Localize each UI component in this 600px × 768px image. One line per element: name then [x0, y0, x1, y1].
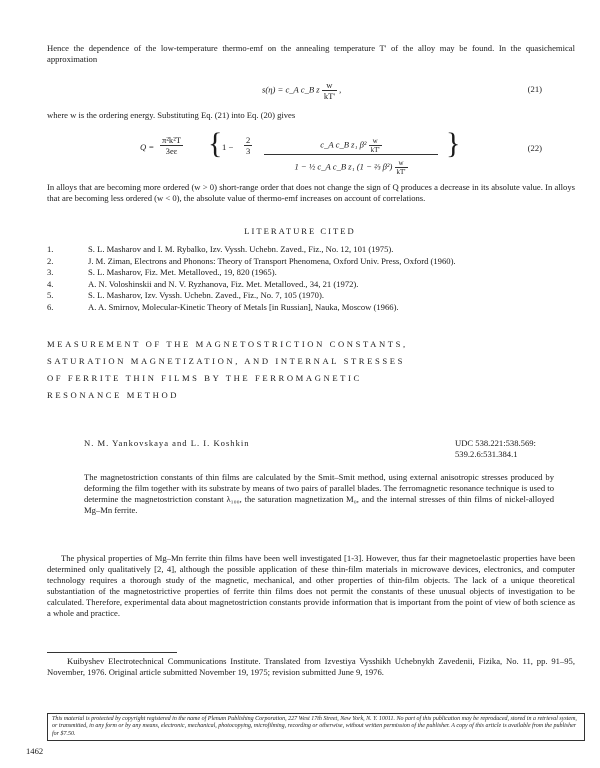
udc-code [455, 438, 575, 460]
eq22-lhs: Q = [140, 142, 155, 152]
intro-paragraph: Hence the dependence of the low-temperature thermo-emf on the annealing temperature T' of the alloy may be found. In the quasichemical approximation [47, 43, 575, 64]
eq21-frac-num: w [322, 80, 337, 91]
abstract: The magnetostriction constants of thin films are calculated by the Smit–Smit method, using external anisotropic stresses produced by deforming the film together with its substrate by means of two pairs of parallel blades. The ferromagnetic resonance technique is used to determine the magnetostriction constant λ₁₀₀, the saturation magnetization M₀, and the internal stresses of thin films of nickel-alloyed Mg–Mn ferrite. [84, 472, 554, 515]
eq22-inner-den-frac [395, 159, 408, 176]
alloys-paragraph: In alloys that are becoming more ordered (w > 0) short-range order that does not change the sign of Q produces a decrease in its absolute value. In alloys that are becoming less ordered (w < 0), the absolute value of thermo-emf increases on account of correlations. [47, 182, 575, 203]
eq22-three: 3 [246, 146, 251, 156]
equation-21-number: (21) [527, 84, 542, 94]
eq21-rhs: c_A c_B z [285, 84, 320, 95]
reference-number: 2. [47, 255, 54, 266]
reference-item [47, 290, 567, 302]
eq22-prefactor [160, 135, 183, 156]
eq21-lhs: s(η) = [262, 84, 284, 95]
eq21-frac-den: kT' [323, 91, 335, 101]
reference-number: 6. [47, 301, 54, 312]
udc-line: UDC 538.221:538.569: [455, 438, 536, 448]
reference-item [47, 256, 567, 268]
reference-list [47, 244, 567, 314]
eq22-inner-num-frac-den: kT' [370, 146, 380, 154]
reference-number: 3. [47, 267, 54, 278]
reference-text: A. N. Voloshinskii and N. V. Ryzhanova, Fiz. Met. Metalloved., 34, 21 (1972). [88, 278, 359, 289]
eq22-two-thirds [244, 135, 252, 156]
eq22-inner-den-text: 1 − ½ c_A c_B z₁ (1 − ⅔ β²) [294, 161, 393, 172]
literature-heading: LITERATURE CITED [244, 226, 356, 236]
reference-text: S. L. Masharov, Fiz. Met. Metalloved., 19, 820 (1965). [88, 267, 277, 278]
eq22-term1: 1 − [222, 142, 234, 152]
eq22-open-brace: { [208, 127, 223, 160]
eq22-two: 2 [246, 135, 251, 145]
eq22-inner-num-frac-num: w [369, 137, 382, 146]
reference-number: 4. [47, 278, 54, 289]
eq22-inner-num-text: c_A c_B z₁ β² [320, 139, 367, 150]
eq22-prefactor-den: 3eε [165, 146, 178, 156]
reference-item [47, 267, 567, 279]
eq21-tail: , [339, 84, 342, 95]
reference-text: A. A. Smirnov, Molecular-Kinetic Theory of Metals [in Russian], Nauka, Moscow (1966). [88, 301, 399, 312]
footnote-rule [47, 652, 177, 653]
page-number: 1462 [26, 746, 44, 756]
reference-number: 1. [47, 244, 54, 254]
where-paragraph: where w is the ordering energy. Substituting Eq. (21) into Eq. (20) gives [47, 110, 296, 120]
udc-line: 539.2.6:531.384.1 [455, 449, 518, 459]
eq21-fraction [322, 80, 337, 101]
reference-item [47, 244, 567, 256]
authors: N. M. Yankovskaya and L. I. Koshkin [84, 438, 250, 448]
eq22-inner-num-frac [369, 137, 382, 154]
eq22-inner-den [264, 159, 438, 176]
eq22-inner-den-frac-num: w [395, 159, 408, 168]
article-title-line: SATURATION MAGNETIZATION, AND INTERNAL STRESSES [47, 356, 405, 366]
equation-22 [140, 125, 470, 175]
equation-22-number: (22) [527, 143, 542, 153]
article-title-line: RESONANCE METHOD [47, 390, 180, 400]
article-title [47, 336, 547, 404]
equation-21 [262, 80, 341, 101]
reference-item [47, 302, 567, 314]
footnote: Kuibyshev Electrotechnical Communications Institute. Translated from Izvestiya Vysshikh Uchebnykh Zavedenii, Fizika, No. 11, pp. 91–95, November, 1976. Original article submitted November 19, 1975; revision submitted June 9, 1976. [47, 656, 575, 677]
reference-text: S. L. Masharov, Izv. Vyssh. Uchebn. Zaved., Fiz., No. 7, 105 (1970). [88, 290, 324, 301]
body-paragraph: The physical properties of Mg–Mn ferrite thin films have been well investigated [1-3]. However, thus far their magnetoelastic properties have been determined only qualitatively [2, 4], although the possible application of these thin-film materials in microwave devices, electronics, and computer technology requires a thorough study of the magnetic, mechanical, and other properties of thin-film objects. The lack of a unique theoretical substantiation of the magnetostrictive properties of ferrite thin films does not permit the constants of these unusual objects of investigation to be calculated. Therefore, experimental data about magnetostriction constants provide information that is important from the point of view of both science as a whole and practice. [47, 553, 575, 618]
eq22-close-brace: } [446, 127, 461, 160]
article-title-line: OF FERRITE THIN FILMS BY THE FERROMAGNETIC [47, 373, 362, 383]
reference-text: J. M. Ziman, Electrons and Phonons: Theory of Transport Phenomena, Oxford Univ. Press, Oxford (1960). [88, 255, 456, 266]
eq22-inner-num [264, 137, 438, 155]
copyright-notice: This material is protected by copyright registered in the name of Plenum Publishing Corporation, 227 West 17th Street, New York, N. Y. 10011. No part of this publication may be reproduced, stored in a retrieval system, or transmitted, in any form or by any means, electronic, mechanical, photocopying, microfilming, recording or otherwise, without written permission of the publisher. A copy of this article is available from the publisher for $7.50. [47, 713, 585, 741]
reference-number: 5. [47, 290, 54, 301]
eq22-inner-den-frac-den: kT' [396, 168, 406, 176]
eq22-prefactor-num: π²k²T [162, 135, 182, 145]
article-title-line: MEASUREMENT OF THE MAGNETOSTRICTION CONSTANTS, [47, 339, 408, 349]
reference-item [47, 279, 567, 291]
reference-text: S. L. Masharov and I. M. Rybalko, Izv. Vyssh. Uchebn. Zaved., Fiz., No. 12, 101 (1975). [88, 244, 394, 254]
